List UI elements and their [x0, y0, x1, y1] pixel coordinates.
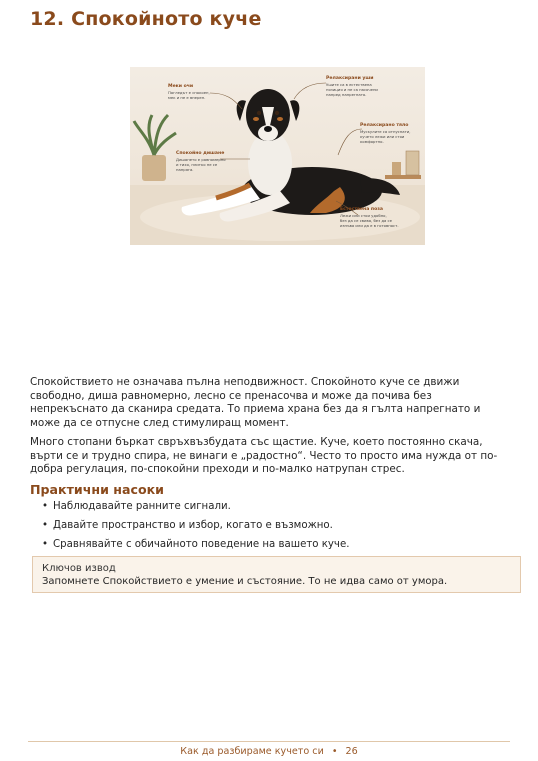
annotation-text: без да се свива, без да се: [340, 218, 392, 223]
list-item: • Наблюдавайте ранните сигнали.: [42, 500, 349, 519]
annotation-heading: Меки очи: [168, 84, 194, 89]
annotation-text: Дишането е равномерно: [176, 157, 226, 162]
annotation-text: напряга.: [176, 167, 194, 172]
footer-divider: [28, 741, 510, 742]
annotation-text: напред напрегнато.: [326, 92, 367, 97]
page-title: 12. Спокойното куче: [30, 8, 262, 30]
annotation-heading: Естествена поза: [340, 207, 384, 212]
annotation-text: Ушите са в естествена: [326, 82, 372, 87]
annotation-text: Лежи или стои удобно,: [340, 213, 387, 218]
list-item: • Сравнявайте с обичайното поведение на вашето куче.: [42, 538, 349, 557]
annotation-soft-eyes: [168, 84, 210, 100]
annotation-calm-breathing: [176, 151, 226, 172]
list-item: • Давайте пространство и избор, когато е възможно.: [42, 519, 349, 538]
section-heading: Практични насоки: [30, 482, 164, 497]
page-footer: [0, 746, 538, 757]
annotation-text: мек и не е вперен.: [168, 95, 206, 100]
annotation-relaxed-body: [360, 123, 410, 144]
footer-book-title: Как да разбираме кучето си: [180, 746, 324, 757]
key-takeaway-text: Запомнете Спокойствието е умение и състояние. То не идва само от умора.: [42, 576, 448, 587]
calm-dog-illustration: [130, 67, 425, 245]
paragraph: Спокойствието не означава пълна неподвижност. Спокойното куче се движи свободно, диша равномерно, лесно се пренасочва и може да почива без непрекъснато да сканира средата. То приема храна без да я гълта напрегнато и може да се отпусне след стимулиращ момент.: [30, 376, 481, 429]
footer-separator: •: [331, 746, 338, 757]
key-takeaway-label: Ключов извод: [42, 563, 116, 574]
annotation-text: комфортно.: [360, 139, 384, 144]
annotation-heading: Спокойно дишане: [176, 151, 225, 156]
annotation-text: и тихо, плитко не се: [176, 162, 218, 167]
annotation-text: Мускулите са отпуснати,: [360, 129, 411, 134]
key-takeaway-box: [32, 556, 521, 593]
annotation-relaxed-ears: [326, 76, 378, 97]
page-number: 26: [345, 746, 358, 757]
paragraph: Много стопани бъркат свръхвъзбудата със щастие. Куче, което постоянно скача, върти се и трудно спира, не винаги е „радостно“. Често то просто има нужда от по-добра регулация, по-спокойни преходи и по-малко натрупан стрес.: [30, 436, 498, 476]
annotation-text: позиция и не са насочени: [326, 87, 378, 92]
annotation-text: Погледът е спокоен,: [168, 90, 210, 95]
annotation-text: изпъва или да е в готовност.: [340, 223, 399, 228]
annotation-heading: Релаксирани уши: [326, 76, 374, 81]
annotation-natural-pose: [340, 207, 399, 228]
annotation-text: кучето лежи или стои: [360, 134, 405, 139]
annotation-heading: Релаксирано тяло: [360, 123, 409, 128]
tips-list: [42, 500, 349, 557]
